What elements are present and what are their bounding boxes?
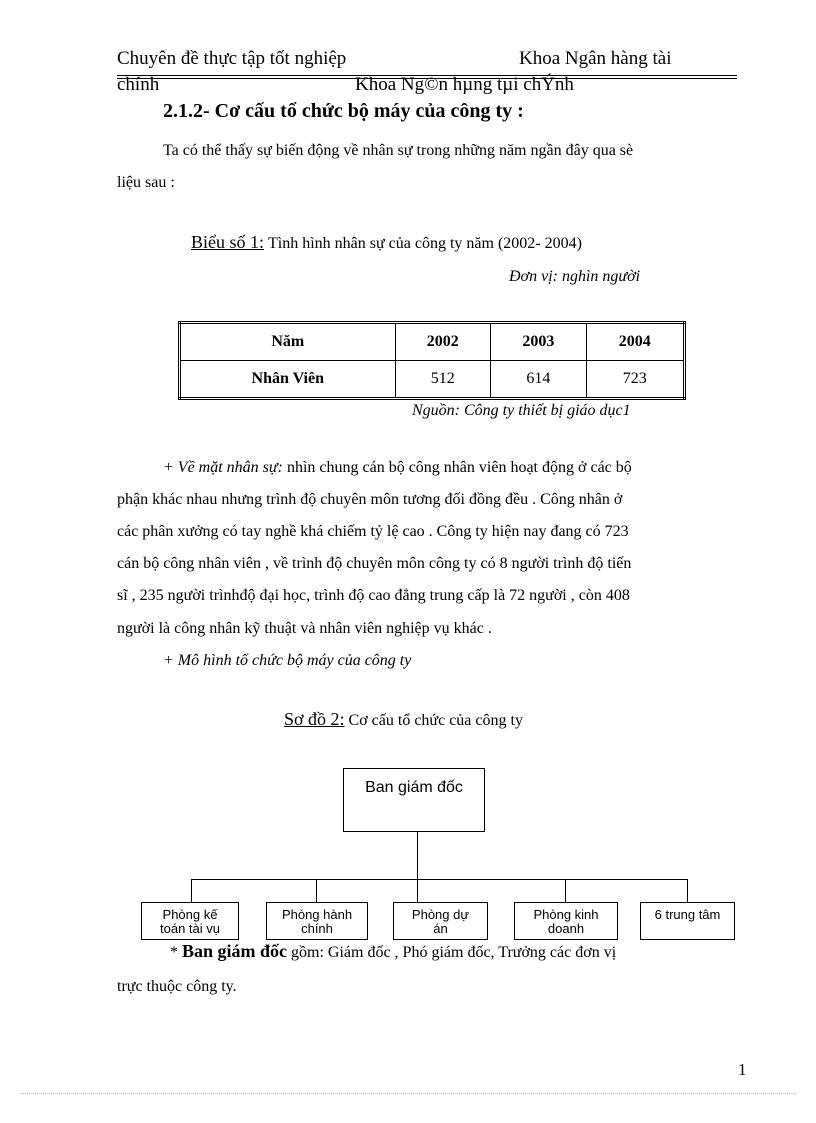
org-box-label: Phòng kế xyxy=(162,907,218,922)
paragraph-line-3: các phân xưởng có tay nghề khá chiếm tỷ lệ cao . Công ty hiện nay đang có 723 xyxy=(117,523,629,540)
paragraph-line-6: người là công nhân kỹ thuật và nhân viên nghiệp vụ khác . xyxy=(117,620,492,637)
model-heading: + Mô hình tổ chức bộ máy của công ty xyxy=(163,652,412,669)
org-box-du-an xyxy=(393,902,488,940)
table-cell: 512 xyxy=(395,361,491,399)
header-right: Khoa Ngân hàng tài xyxy=(519,48,672,69)
personnel-table xyxy=(178,321,686,400)
table-caption-text: Tình hình nhân sự của công ty năm (2002- 2004) xyxy=(268,235,582,252)
header-line2-center: Khoa Ng©n hµng tµi chÝnh xyxy=(355,74,574,95)
org-box-label: án xyxy=(433,921,448,936)
org-box-label: 6 trung tâm xyxy=(654,907,721,922)
org-connector-drop xyxy=(316,879,317,902)
table-unit: Đơn vị: nghìn người xyxy=(509,268,641,285)
org-connector-drop xyxy=(191,879,192,902)
bottom-line-1 xyxy=(170,941,616,962)
org-box-ban-giam-doc xyxy=(343,768,485,832)
paragraph-line-4: cán bộ công nhân viên , về trình độ chuyên môn công ty có 8 người trình độ tiến xyxy=(117,555,632,572)
table-row xyxy=(180,361,685,399)
paragraph-lead: + Về mặt nhân sự: xyxy=(163,459,283,476)
paragraph-line-1 xyxy=(163,459,632,477)
diagram-caption xyxy=(284,709,523,730)
header-line2-left: chính xyxy=(117,74,160,95)
bottom-bullet: * xyxy=(170,944,178,961)
table-header-cell: 2002 xyxy=(395,323,491,361)
table-caption-label: Biểu số 1: xyxy=(191,232,265,252)
paragraph-line-2: phận khác nhau nhưng trình độ chuyên môn tương đối đồng đều . Công nhân ở xyxy=(117,491,623,508)
org-box-label: Phòng hành xyxy=(281,907,353,922)
org-box-label: Ban giám đốc xyxy=(365,779,463,796)
table-header-row xyxy=(180,323,685,361)
table-caption xyxy=(191,232,582,253)
org-connector-horizontal xyxy=(191,879,687,880)
org-box-ke-toan xyxy=(141,902,239,940)
table-row-label: Nhân Viên xyxy=(180,361,396,399)
org-connector-drop xyxy=(687,879,688,902)
org-box-label: doanh xyxy=(547,921,585,936)
header-left: Chuyên đề thực tập tốt nghiệp xyxy=(117,48,347,69)
table-cell: 723 xyxy=(586,361,684,399)
bottom-bold: Ban giám đốc xyxy=(182,941,288,961)
org-connector-drop xyxy=(565,879,566,902)
org-connector-vertical xyxy=(417,832,418,879)
org-box-label: toán tài vụ xyxy=(160,921,220,936)
diagram-caption-text: Cơ cấu tổ chức của công ty xyxy=(348,712,523,729)
org-box-hanh-chinh xyxy=(266,902,368,940)
footer-divider xyxy=(20,1093,796,1094)
section-title: 2.1.2- Cơ cấu tổ chức bộ máy của công ty : xyxy=(163,100,524,122)
org-box-label: Phòng kinh xyxy=(533,907,599,922)
bottom-rest: gồm: Giám đốc , Phó giám đốc, Trưởng các đơn vị xyxy=(291,944,617,961)
table-source: Nguồn: Công ty thiết bị giáo dục1 xyxy=(412,402,631,419)
intro-line-1: Ta có thể thấy sự biến động về nhân sự trong những năm ngần đây qua sè xyxy=(163,142,634,159)
intro-line-2: liệu sau : xyxy=(117,174,175,191)
org-connector-drop xyxy=(417,879,418,902)
org-box-label: chính xyxy=(301,921,333,936)
diagram-caption-label: Sơ đồ 2: xyxy=(284,709,345,729)
table-header-cell: 2004 xyxy=(586,323,684,361)
bottom-line-2: trực thuộc công ty. xyxy=(117,978,237,995)
table-header-cell: Năm xyxy=(180,323,396,361)
org-box-kinh-doanh xyxy=(514,902,618,940)
paragraph-line-1-text: nhìn chung cán bộ công nhân viên hoạt động ở các bộ xyxy=(286,459,632,476)
page-number: 1 xyxy=(738,1060,747,1079)
org-box-trung-tam xyxy=(640,902,735,940)
org-box-label: Phòng dự xyxy=(411,907,470,922)
table-header-cell: 2003 xyxy=(491,323,587,361)
table-cell: 614 xyxy=(491,361,587,399)
paragraph-line-5: sĩ , 235 người trìnhđộ đại học, trình độ cao đẳng trung cấp là 72 người , còn 408 xyxy=(117,587,630,604)
